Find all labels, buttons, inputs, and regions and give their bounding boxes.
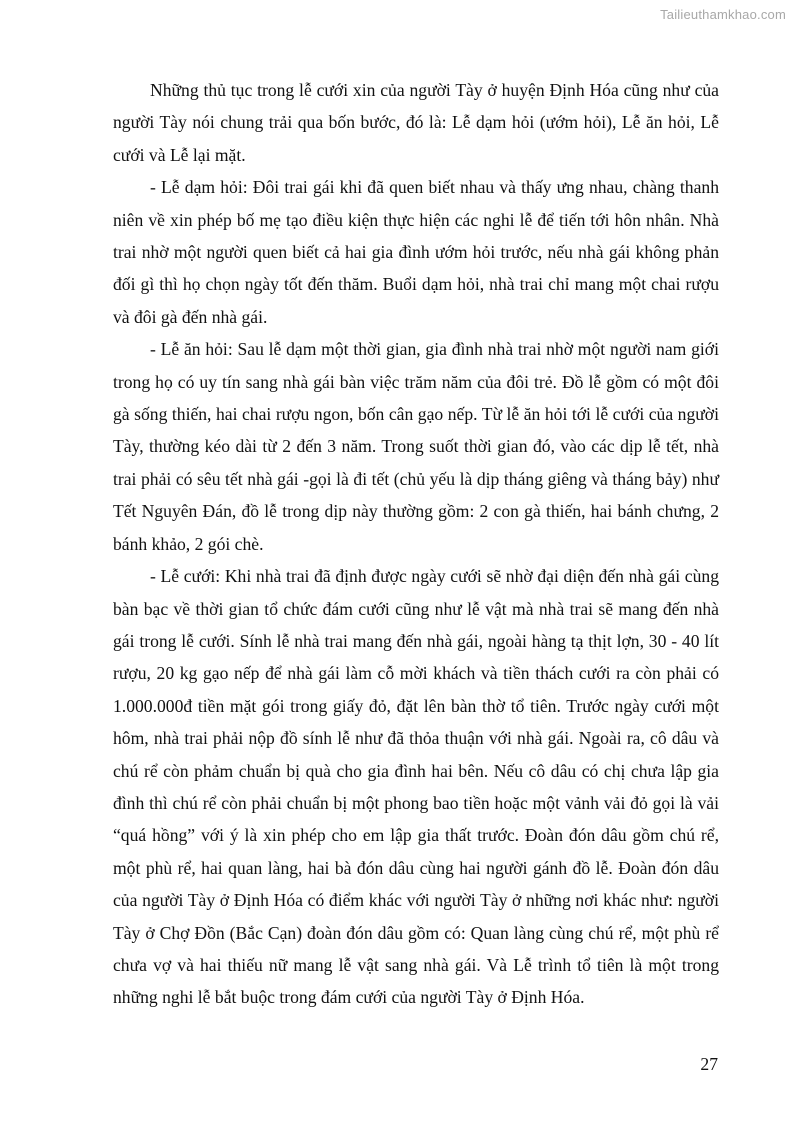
paragraph-intro: Những thủ tục trong lễ cưới xin của người Tày ở huyện Định Hóa cũng như của người Tày nói chung trải qua bốn bước, đó là: Lễ dạm hỏi (ướm hỏi), Lễ ăn hỏi, Lễ cưới và Lễ lại mặt. [113,80,719,165]
page-number: 27 [700,1054,718,1074]
watermark: Tailieuthamkhao.com [660,7,786,22]
document-body [113,74,719,1014]
paragraph-dam-hoi: - Lễ dạm hỏi: Đôi trai gái khi đã quen biết nhau và thấy ưng nhau, chàng thanh niên về xin phép bố mẹ tạo điều kiện thực hiện các nghi lễ để tiến tới hôn nhân. Nhà trai nhờ một người quen biết cả hai gia đình ướm hỏi trước, nếu nhà gái không phản đối gì thì họ chọn ngày tốt đến thăm. Buổi dạm hỏi, nhà trai chỉ mang một chai rượu và đôi gà đến nhà gái. [113,177,719,327]
paragraph-an-hoi: - Lễ ăn hỏi: Sau lễ dạm một thời gian, gia đình nhà trai nhờ một người nam giới trong họ có uy tín sang nhà gái bàn việc trăm năm của đôi trẻ. Đồ lễ gồm có một đôi gà sống thiến, hai chai rượu ngon, bốn cân gạo nếp. Từ lễ ăn hỏi tới lễ cưới của người Tày, thường kéo dài từ 2 đến 3 năm. Trong suốt thời gian đó, vào các dịp lễ tết, nhà trai phải có sêu tết nhà gái -gọi là đi tết (chủ yếu là dịp tháng giêng và tháng bảy) như Tết Nguyên Đán, đồ lễ trong dịp này thường gồm: 2 con gà thiến, hai bánh chưng, 2 bánh khảo, 2 gói chè. [113,339,719,554]
paragraph-le-cuoi: - Lễ cưới: Khi nhà trai đã định được ngày cưới sẽ nhờ đại diện đến nhà gái cùng bàn bạc về thời gian tổ chức đám cưới cũng như lễ vật mà nhà trai sẽ mang đến nhà gái trong lễ cưới. Sính lễ nhà trai mang đến nhà gái, ngoài hàng tạ thịt lợn, 30 - 40 lít rượu, 20 kg gạo nếp để nhà gái làm cỗ mời khách và tiền thách cưới ra còn phải có 1.000.000đ tiền mặt gói trong giấy đỏ, đặt lên bàn thờ tổ tiên. Trước ngày cưới một hôm, nhà trai phải nộp đồ sính lễ như đã thỏa thuận với nhà gái. Ngoài ra, cô dâu và chú rể còn phảm chuẩn bị quà cho gia đình hai bên. Nếu cô dâu có chị chưa lập gia đình thì chú rể còn phải chuẩn bị một phong bao tiền hoặc một vảnh vải đỏ gọi là vải “quá hồng” với ý là xin phép cho em lập gia thất trước. Đoàn đón dâu gồm chú rể, một phù rể, hai quan làng, hai bà đón dâu cùng hai người gánh đồ lễ. Đoàn đón dâu của người Tày ở Định Hóa có điểm khác với người Tày ở những nơi khác như: người Tày ở Chợ Đồn (Bắc Cạn) đoàn đón dâu gồm có: Quan làng cùng chú rể, một phù rể chưa vợ và hai thiếu nữ mang lễ vật sang nhà gái. Và Lễ trình tổ tiên là một trong những nghi lễ bắt buộc trong đám cưới của người Tày ở Định Hóa. [113,566,719,1008]
